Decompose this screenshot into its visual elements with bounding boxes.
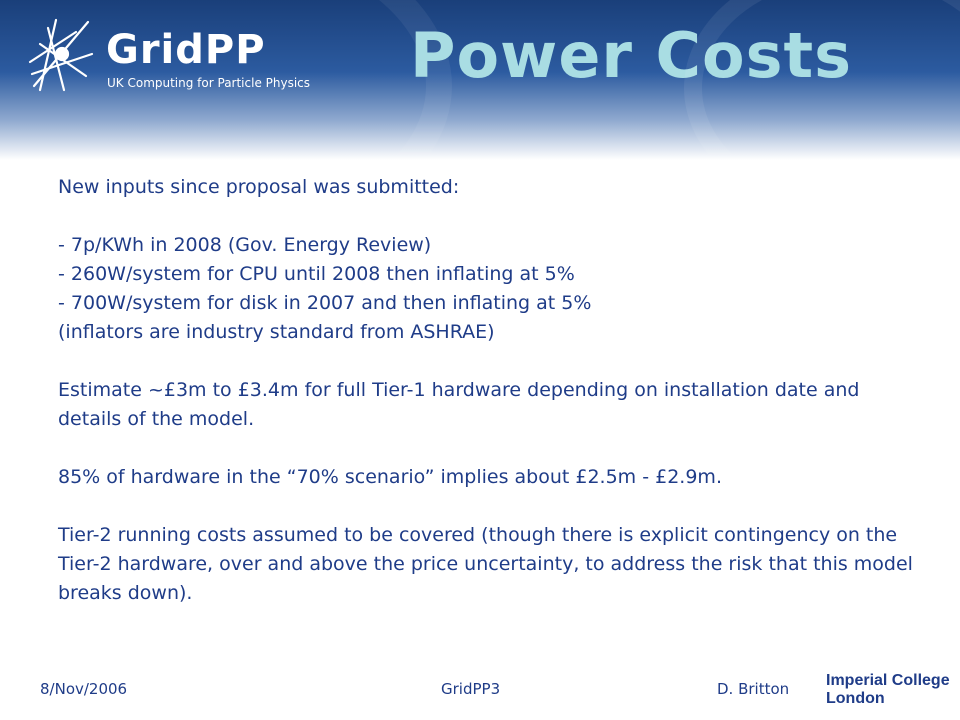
spacer	[58, 434, 918, 463]
scenario-text: 85% of hardware in the “70% scenario” implies about £2.5m - £2.9m.	[58, 466, 722, 488]
slide-header	[0, 0, 960, 160]
intro-text: New inputs since proposal was submitted:	[58, 176, 460, 198]
gridpp-logo-text: GridPP	[106, 27, 266, 73]
spacer	[58, 492, 918, 521]
footer-author: D. Britton	[717, 680, 790, 698]
inflator-note: (inflators are industry standard from ASHRAE)	[58, 321, 495, 343]
estimate-text: Estimate ~£3m to £3.4m for full Tier-1 hardware depending on installation date and details of the model.	[58, 379, 860, 430]
gridpp-tagline: UK Computing for Particle Physics	[107, 76, 311, 90]
slide-body	[58, 173, 918, 608]
slide-title: Power Costs	[410, 19, 853, 92]
tier2-text: Tier-2 running costs assumed to be covered (though there is explicit contingency on the Tier-2 hardware, over and above the price uncertainty, to address the risk that this model breaks down).	[58, 524, 913, 604]
gridpp-logo-icon	[26, 14, 98, 94]
spacer	[58, 202, 918, 231]
imperial-college-logo	[826, 672, 950, 708]
footer-project: GridPP3	[441, 680, 501, 698]
bullet-item: - 700W/system for disk in 2007 and then inflating at 5%	[58, 292, 592, 314]
bullet-item: - 7p/KWh in 2008 (Gov. Energy Review)	[58, 234, 432, 256]
footer-date: 8/Nov/2006	[40, 680, 128, 698]
bullet-item: - 260W/system for CPU until 2008 then inflating at 5%	[58, 263, 575, 285]
spacer	[58, 347, 918, 376]
imperial-college-line2: London	[826, 690, 885, 707]
imperial-college-line1: Imperial College	[826, 672, 950, 689]
